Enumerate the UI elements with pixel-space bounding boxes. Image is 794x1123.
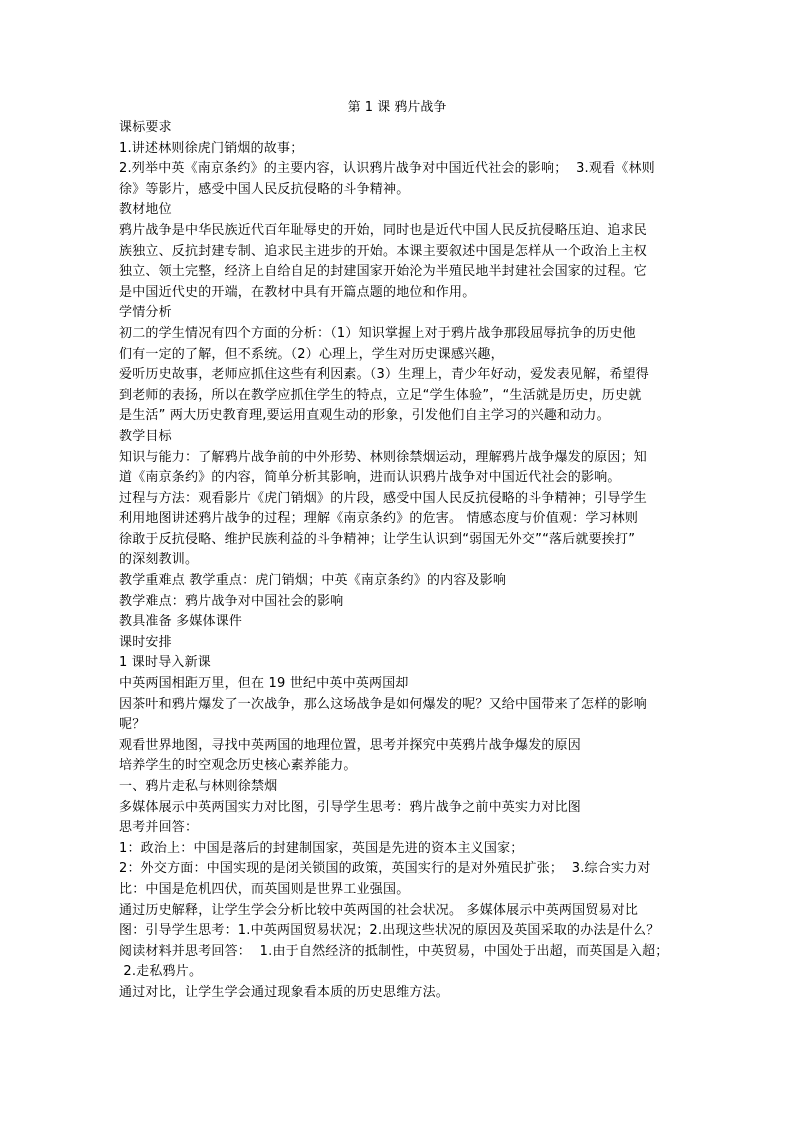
text-line: 初二的学生情况有四个方面的分析：（1）知识掌握上对于鸦片战争那段屈辱抗争的历史他 bbox=[119, 325, 636, 341]
text-line: 1 课时导入新课 bbox=[119, 655, 212, 671]
text-line: 的深刻教训。 bbox=[119, 552, 199, 568]
text-line: 教材地位 bbox=[119, 202, 172, 218]
text-line: 通过对比，让学生学会通过现象看本质的历史思维方法。 bbox=[119, 984, 450, 1000]
text-line: 一、鸦片走私与林则徐禁烟 bbox=[119, 779, 278, 794]
document-body bbox=[119, 118, 699, 1004]
text-line: 2：外交方面：中国实现的是闭关锁国的政策，英国实行的是对外殖民扩张； 3.综合实力对 bbox=[119, 861, 651, 877]
text-line: 1.讲述林则徐虎门销烟的故事； bbox=[119, 140, 304, 156]
text-line: 1：政治上：中国是落后的封建制国家，英国是先进的资本主义国家； bbox=[119, 840, 524, 856]
text-line: 徐》等影片，感受中国人民反抗侵略的斗争精神。 bbox=[119, 181, 410, 197]
text-line: 教具准备 多媒体课件 bbox=[119, 614, 243, 630]
text-line: 因茶叶和鸦片爆发了一次战争，那么这场战争是如何爆发的呢？又给中国带来了怎样的影响 bbox=[119, 696, 648, 712]
text-line: 2.走私鸦片。 bbox=[119, 964, 203, 980]
text-line: 徐敢于反抗侵略、维护民族利益的斗争精神；让学生认识到“弱国无外交”“落后就要挨打” bbox=[119, 531, 636, 547]
text-line: 教学目标 bbox=[119, 428, 172, 444]
text-line: 们有一定的了解，但不系统。（2）心理上，学生对历史课感兴趣， bbox=[119, 346, 504, 362]
text-line: 是中国近代史的开端，在教材中具有开篇点题的地位和作用。 bbox=[119, 284, 476, 300]
text-line: 是生活” 两大历史教育理,要运用直观生动的形象，引发他们自主学习的兴趣和动力。 bbox=[119, 408, 610, 424]
text-line: 思考并回答： bbox=[119, 820, 199, 836]
text-line: 阅读材料并思考回答： 1.由于自然经济的抵制性，中英贸易，中国处于出超，而英国是入超； bbox=[119, 943, 669, 959]
text-line: 中英两国相距万里，但在 19 世纪中英中英两国却 bbox=[119, 676, 409, 692]
text-line: 教学重难点 教学重点：虎门销烟；中英《南京条约》的内容及影响 bbox=[119, 573, 507, 589]
text-line: 爱听历史故事，老师应抓住这些有利因素。（3）生理上，青少年好动，爱发表见解，希望得 bbox=[119, 367, 649, 383]
text-line: 道《南京条约》的内容，简单分析其影响，进而认识鸦片战争对中国近代社会的影响。 bbox=[119, 470, 621, 486]
text-line: 知识与能力：了解鸦片战争前的中外形势、林则徐禁烟运动，理解鸦片战争爆发的原因；知 bbox=[119, 449, 648, 465]
text-line: 比：中国是危机四伏，而英国则是世界工业强国。 bbox=[119, 881, 410, 897]
text-line: 课标要求 bbox=[119, 120, 172, 135]
text-line: 学情分析 bbox=[119, 305, 172, 321]
text-line: 鸦片战争是中华民族近代百年耻辱史的开始，同时也是近代中国人民反抗侵略压迫、追求民 bbox=[119, 222, 648, 238]
document-title: 第 1 课 鸦片战争 bbox=[347, 100, 447, 115]
text-line: 观看世界地图，寻找中英两国的地理位置，思考并探究中英鸦片战争爆发的原因 bbox=[119, 737, 582, 753]
text-line: 教学难点：鸦片战争对中国社会的影响 bbox=[119, 593, 344, 609]
text-line: 2.列举中英《南京条约》的主要内容，认识鸦片战争对中国近代社会的影响； 3.观看《林则 bbox=[119, 161, 655, 177]
text-line: 多媒体展示中英两国实力对比图，引导学生思考：鸦片战争之前中英实力对比图 bbox=[119, 799, 582, 815]
text-line: 到老师的表扬，所以在教学应抓住学生的特点，立足“学生体验”，“生活就是历史，历史就 bbox=[119, 387, 642, 403]
text-line: 图：引导学生思考：1.中英两国贸易状况；2.出现这些状况的原因及英国采取的办法是什么？ bbox=[119, 923, 660, 939]
text-line: 族独立、反抗封建专制、追求民主进步的开始。本课主要叙述中国是怎样从一个政治上主权 bbox=[119, 243, 648, 259]
text-line: 培养学生的时空观念历史核心素养能力。 bbox=[119, 758, 357, 774]
text-line: 利用地图讲述鸦片战争的过程；理解《南京条约》的危害。 情感态度与价值观：学习林则 bbox=[119, 511, 639, 527]
text-line: 课时安排 bbox=[119, 634, 172, 650]
text-line: 呢？ bbox=[119, 717, 146, 733]
text-line: 通过历史解释，让学生学会分析比较中英两国的社会状况。 多媒体展示中英两国贸易对比 bbox=[119, 902, 639, 918]
text-line: 独立、领土完整，经济上自给自足的封建国家开始沦为半殖民地半封建社会国家的过程。它 bbox=[119, 264, 648, 280]
text-line: 过程与方法：观看影片《虎门销烟》的片段，感受中国人民反抗侵略的斗争精神；引导学生 bbox=[119, 490, 648, 506]
